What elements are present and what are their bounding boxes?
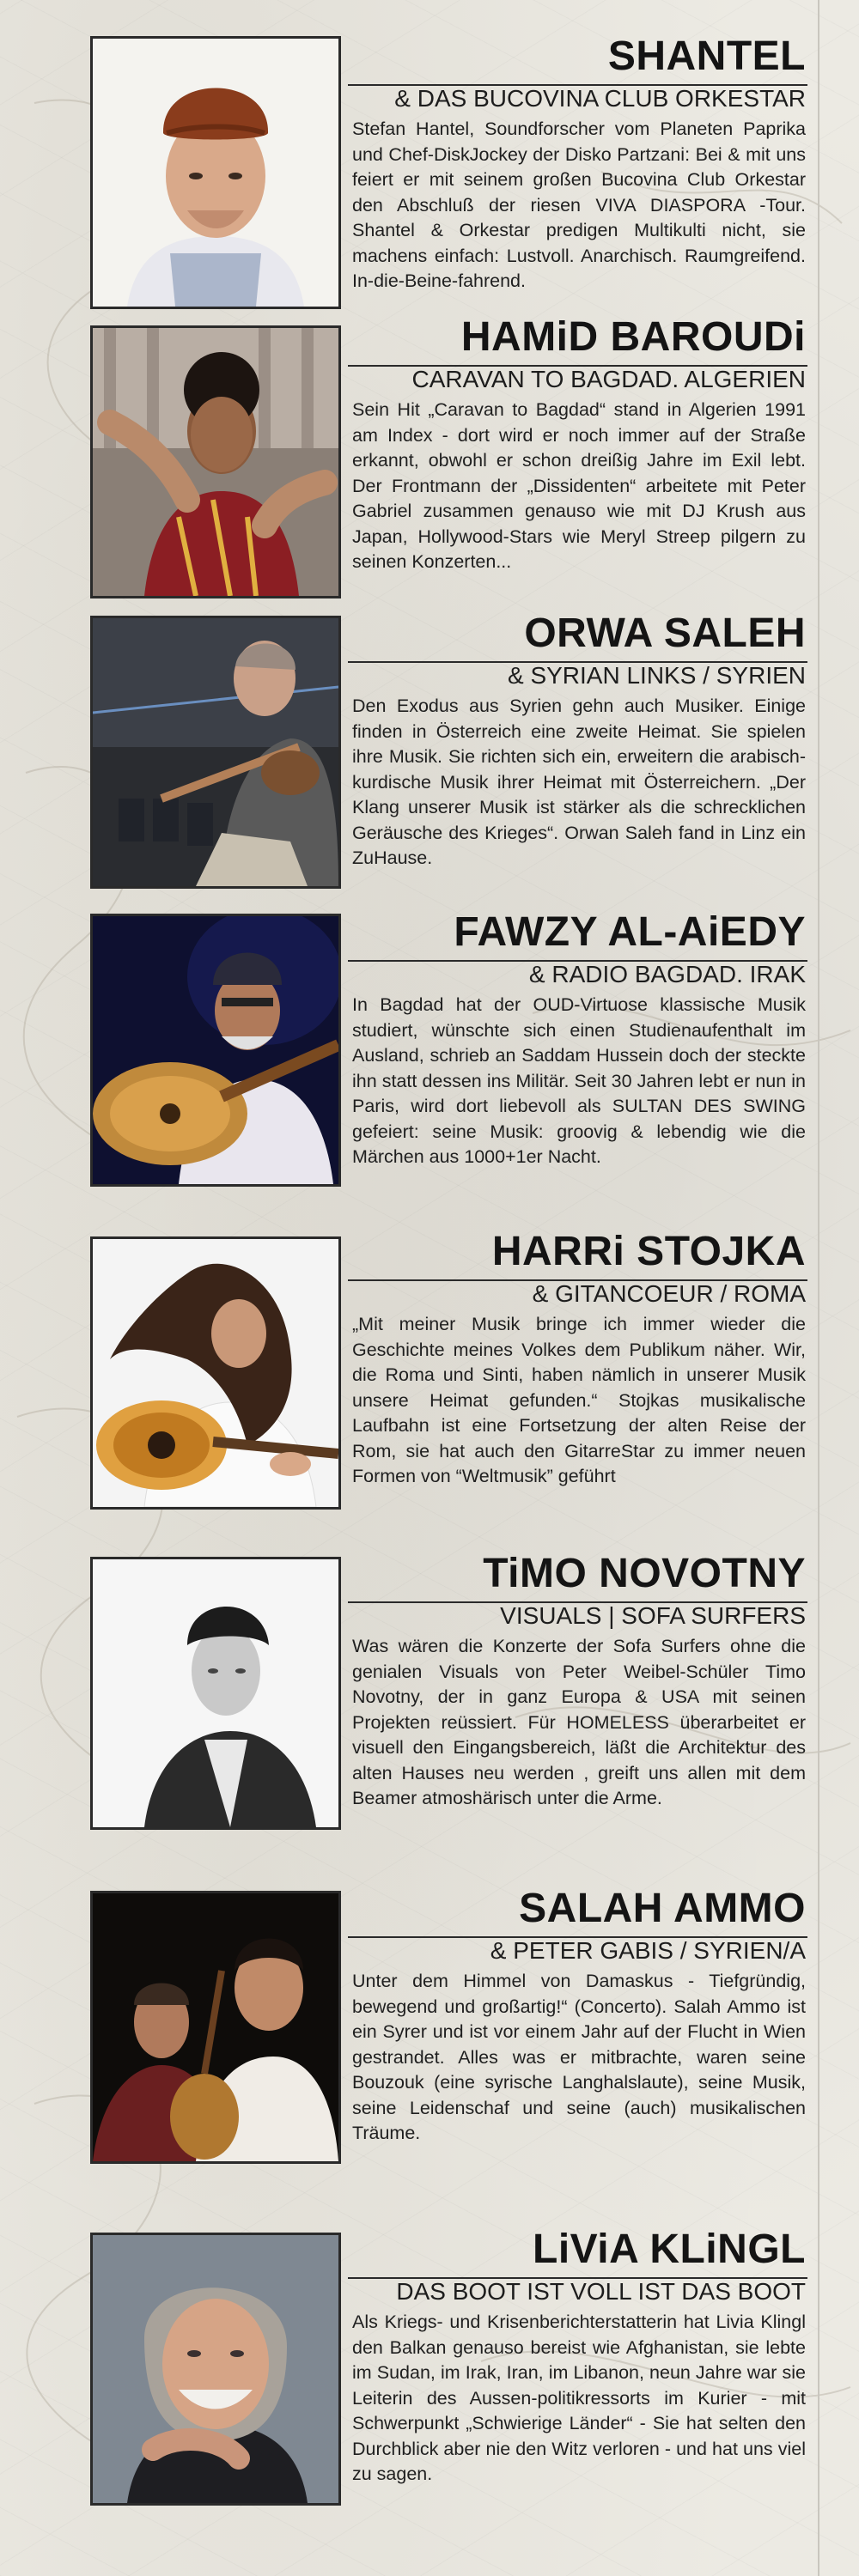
- portrait-with-knit-cap-icon: [93, 39, 338, 307]
- artist-name: LiViA KLiNGL: [533, 2227, 806, 2272]
- artist-name: HARRi STOJKA: [491, 1229, 806, 1274]
- artist-description: „Mit meiner Musik bringe ich immer wieder die Geschichte meines Volkes dem Publikum näher. Wir, die Roma und Sinti, haben nämlich in unserer Musik unsere Heimat gefunden.“ Stojkas musikalische Laufbahn ist eine Fortsetzung der alten Reise der Rom, sie hat auch den GitarreStar zu immer neuen Formen von “Weltmusik” geführt: [352, 1314, 806, 1486]
- guitarist-long-hair-icon: [93, 1239, 338, 1507]
- portrait-woman-smiling-icon: [93, 2235, 338, 2503]
- performer-reaching-hands-icon: [93, 328, 338, 596]
- artist-name: SALAH AMMO: [519, 1886, 806, 1931]
- artist-photo: [90, 914, 341, 1187]
- artist-subtitle: & RADIO BAGDAD. IRAK: [528, 961, 806, 987]
- artist-description: Sein Hit „Caravan to Bagdad“ stand in Algerien 1991 am Index - dort wird er noch immer auf der Straße erkannt, obwohl er schon dreißig Jahre im Exil lebt. Der Frontmann der „Dissidenten“ arbeitete mit Peter Gabriel zusammen genauso wie mit DJ Krush aus Japan, Hollywood-Stars wie Meryl Streep pilgern zu seinen Konzerten...: [352, 399, 806, 572]
- artist-subtitle: & PETER GABIS / SYRIEN/A: [490, 1937, 806, 1964]
- oud-player-icon: [93, 916, 338, 1184]
- artist-description: Als Kriegs- und Krisenberichterstatterin hat Livia Klingl den Balkan genauso bereist wie Afghanistan, sie lebte im Sudan, im Irak, Iran, im Libanon, neun Jahre war sie Leiterin des Aussen-politikressorts im Kurier - mit Schwerpunkt „Schwierige Länder“ - Sie hat selten den Durchblick aber nie den Witz verloren - und hat uns viel zu sagen.: [352, 2312, 806, 2484]
- artist-photo: [90, 616, 341, 889]
- artist-description: In Bagdad hat der OUD-Virtuose klassische Musik studiert, wünschte sich einen Studienaufenthalt im Ausland, schrieb an Saddam Hussein doch der steckte ihn statt dessen ins Militär. Seit 30 Jahren lebt er nun in Paris, wird dort liebevoll als SULTAN DES SWING gefeiert: seine Musik: groovig & lebendig wie die Märchen aus 1000+1er Nacht.: [352, 994, 806, 1167]
- artist-photo: [90, 36, 341, 309]
- artist-description: Was wären die Konzerte der Sofa Surfers ohne die genialen Visuals von Peter Weibel-Schüler Timo Novotny, der in ganz Europa & USA mit seinen Projekten reüssiert. Für HOMELESS überarbeitet er visuell den Eingangsbereich, läßt die Architektur des alten Hauses neu werden , greift uns allen mit dem Beamer atmoshärisch unter die Arme.: [352, 1636, 806, 1808]
- artist-subtitle: & SYRIAN LINKS / SYRIEN: [508, 662, 806, 689]
- page-edge-line: [818, 0, 819, 2576]
- artist-name: HAMiD BAROUDi: [460, 314, 806, 360]
- portrait-black-white-icon: [93, 1559, 338, 1827]
- artist-name: ORWA SALEH: [524, 611, 806, 656]
- artist-description: Unter dem Himmel von Damaskus - Tiefgründig, bewegend und großartig!“ (Concerto). Salah Ammo ist ein Syrer und ist vor einem Jahr auf der Flucht in Wien gestrandet. Alles was er mitbrachte, waren seine Bouzouk (eine syrische Langhalslaute), seine Musik, seine Leidenschaf und seine (auch) musikalischen Träume.: [352, 1971, 806, 2143]
- artist-name: TiMO NOVOTNY: [483, 1551, 806, 1596]
- artist-description: Den Exodus aus Syrien gehn auch Musiker. Einige finden in Österreich eine zweite Heimat. Sie spielen ihre Musik. Sie richten sich ein, erweitern die arabisch-kurdische Musik ihrer Heimat mit Österreichern. „Der Klang unserer Musik ist stärker als die schrecklichen Geräusche des Krieges“. Orwan Saleh fand in Linz ein ZuHause.: [352, 696, 806, 868]
- artist-name: SHANTEL: [607, 33, 806, 79]
- artist-description: Stefan Hantel, Soundforscher vom Planeten Paprika und Chef-DiskJockey der Disko Partzani: Bei & mit uns feiert er mit seinem großen Bucovina Club Orkestar den Abschluß der riesen VIVA DIASPORA -Tour. Shantel & Orkestar predigen Multikulti nicht, sie machens einfach: Lustvoll. Anarchisch. Raumgreifend. In-die-Beine-fahrend.: [352, 118, 806, 291]
- artist-photo: [90, 1891, 341, 2164]
- artist-subtitle: VISUALS | SOFA SURFERS: [500, 1602, 806, 1629]
- artist-photo: [90, 1236, 341, 1510]
- artist-subtitle: CARAVAN TO BAGDAD. ALGERIEN: [411, 366, 806, 392]
- artist-photo: [90, 325, 341, 598]
- artist-subtitle: & DAS BUCOVINA CLUB ORKESTAR: [394, 85, 806, 112]
- artist-photo: [90, 2233, 341, 2506]
- artist-photo: [90, 1557, 341, 1830]
- artist-subtitle: & GITANCOEUR / ROMA: [532, 1280, 806, 1307]
- artist-subtitle: DAS BOOT IST VOLL IST DAS BOOT: [396, 2278, 806, 2305]
- guitarist-in-hall-icon: [93, 618, 338, 886]
- two-musicians-icon: [93, 1893, 338, 2161]
- artist-name: FAWZY AL-AiEDY: [454, 909, 806, 955]
